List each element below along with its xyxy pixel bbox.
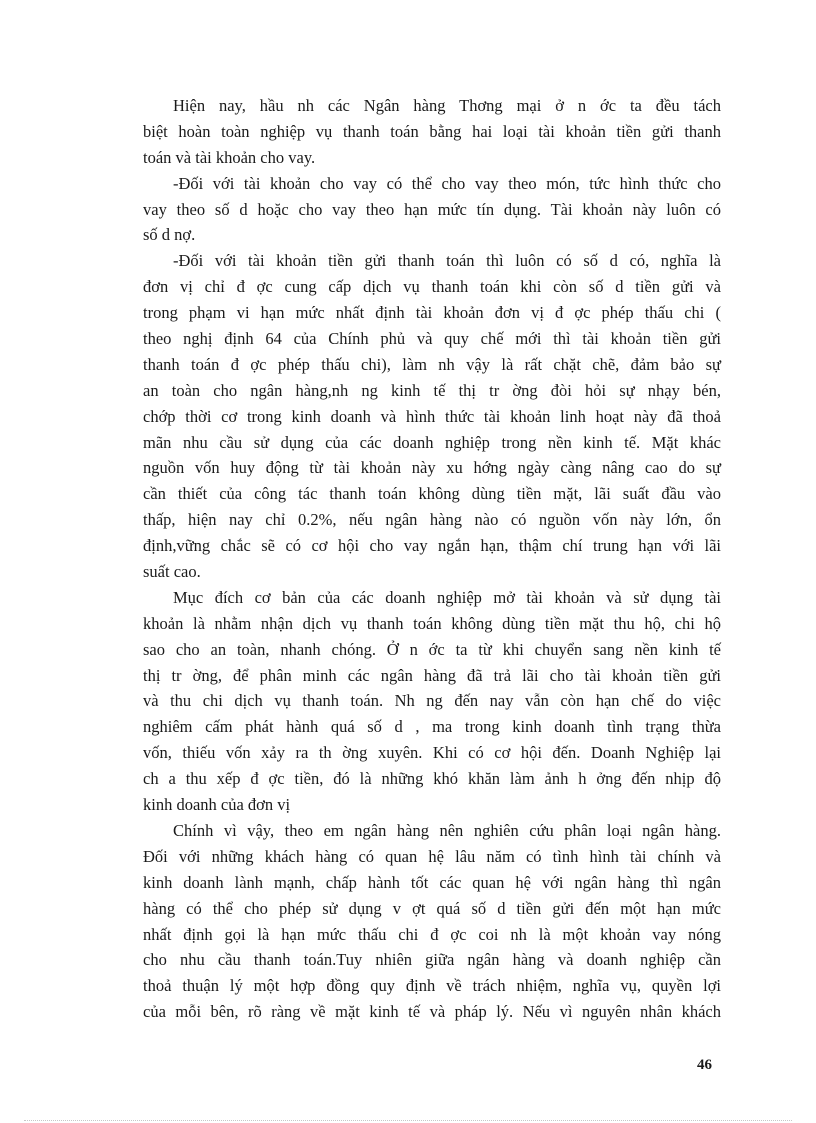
text-line: thấp, hiện nay chỉ 0.2%, nếu ngân hàng nào có nguồn vốn này lớn, ổn [143,510,721,530]
text-line: mãn nhu cầu sử dụng của các doanh nghiệp trong nền kinh tế. Mặt khác [143,432,721,452]
text-line: đơn vị chỉ đ ợc cung cấp dịch vụ thanh toán khi còn số d tiền gửi và [143,277,721,297]
text-line: và thu chi dịch vụ thanh toán. Nh ng đến nay vẫn còn hạn chế do việc [143,691,721,711]
page-number: 46 [697,1057,712,1073]
text-line: số d nợ. [143,225,196,245]
footer-divider [24,1120,792,1121]
text-line: thanh toán đ ợc phép thấu chi), làm nh vậy là rất chặt chẽ, đảm bảo sự [143,354,721,374]
text-line: sao cho an toàn, nhanh chóng. Ở n ớc ta từ khi chuyển sang nền kinh tế [143,639,721,659]
text-line: kinh doanh lành mạnh, chấp hành tốt các quan hệ với ngân hàng thì ngân [143,872,721,892]
text-line: Hiện nay, hầu nh các Ngân hàng Thơng mại ở n ớc ta đều tách [173,96,721,115]
text-line: nghiêm cấm phát hành quá số d , ma trong kinh doanh tình trạng thừa [143,717,721,737]
text-line: Mục đích cơ bản của các doanh nghiệp mở tài khoản và sử dụng tài [173,587,721,607]
text-line: -Đối với tài khoản cho vay có thể cho vay theo món, tức hình thức cho [173,173,721,193]
text-line: khoản là nhằm nhận dịch vụ thanh toán không dùng tiền mặt thu hộ, chi hộ [143,613,721,633]
text-line: của mỗi bên, rõ ràng về mặt kinh tế và pháp lý. Nếu vì nguyên nhân khách [143,1002,721,1022]
text-line: biệt hoàn toàn nghiệp vụ thanh toán bằng hai loại tài khoản tiền gửi thanh [143,121,721,141]
text-line: vốn, thiếu vốn xảy ra th ờng xuyên. Khi có cơ hội đến. Doanh Nghiệp lại [143,743,721,763]
text-line: thị tr ờng, để phân minh các ngân hàng đã trả lãi cho tài khoản tiền gửi [143,665,721,685]
text-line: vay theo số d hoặc cho vay theo hạn mức tín dụng. Tài khoản này luôn có [143,199,721,219]
text-line: cần thiết của công tác thanh toán không dùng tiền mặt, lãi suất đầu vào [143,484,721,504]
text-line: an toàn cho ngân hàng,nh ng kinh tế thị tr ờng đòi hỏi sự nhạy bén, [143,380,721,400]
text-line: thoả thuận lý một hợp đồng quy định về trách nhiệm, nghĩa vụ, quyền lợi [143,976,721,996]
text-line: nguồn vốn huy động từ tài khoản này xu hớng ngày càng nâng cao do sự [143,458,721,478]
text-line: chớp thời cơ trong kinh doanh và hình thức tài khoản linh hoạt này đã thoả [143,406,721,426]
text-line: theo nghị định 64 của Chính phủ và quy chế mới thì tài khoản tiền gửi [143,329,721,349]
text-line: kinh doanh của đơn vị [143,795,291,815]
text-line: cho nhu cầu thanh toán.Tuy nhiên giữa ngân hàng và doanh nghiệp cần [143,950,721,970]
text-line: -Đối với tài khoản tiền gửi thanh toán thì luôn có số d có, nghĩa là [173,251,721,271]
text-line: hàng có thể cho phép sử dụng v ợt quá số d tiền gửi đến một hạn mức [143,898,721,918]
text-line: Chính vì vậy, theo em ngân hàng nên nghiên cứu phân loại ngân hàng. [173,820,721,840]
body-text [143,93,721,1025]
text-line: trong phạm vi hạn mức nhất định tài khoản đơn vị đ ợc phép thấu chi ( [143,303,721,323]
text-line: nhất định gọi là hạn mức thấu chi đ ợc coi nh là một khoản vay nóng [143,924,721,944]
text-line: suất cao. [143,562,201,582]
text-line: định,vững chắc sẽ có cơ hội cho vay ngắn hạn, thậm chí trung hạn với lãi [143,536,721,556]
text-line: ch a thu xếp đ ợc tiền, đó là những khó khăn làm ảnh h ởng đến nhịp độ [143,769,721,789]
text-line: toán và tài khoản cho vay. [143,147,316,167]
text-line: Đối với những khách hàng có quan hệ lâu năm có tình hình tài chính và [143,846,721,866]
